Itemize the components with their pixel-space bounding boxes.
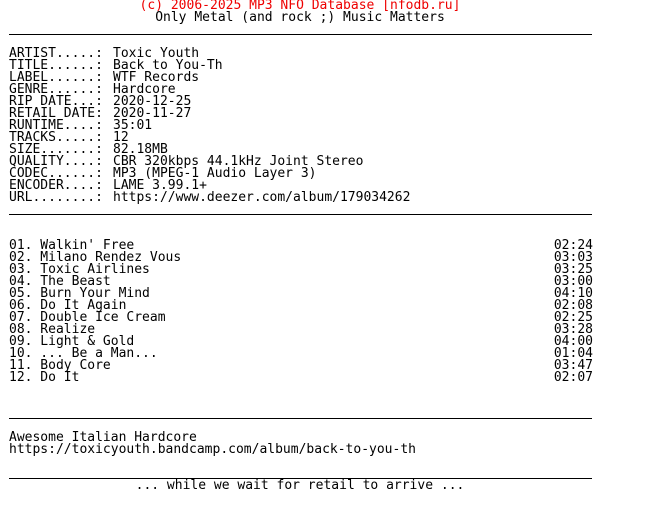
- track-title: 05. Burn Your Mind: [9, 286, 150, 301]
- info-value: Toxic Youth: [113, 46, 200, 61]
- track-row: [9, 360, 593, 372]
- track-title: 03. Toxic Airlines: [9, 262, 150, 277]
- info-value: Hardcore: [113, 82, 176, 97]
- track-title: 01. Walkin' Free: [9, 238, 135, 253]
- copyright-link[interactable]: (c) 2006-2025 MP3 NFO Database [nfodb.ru]: [139, 0, 461, 13]
- notes-bandcamp-url[interactable]: https://toxicyouth.bandcamp.com/album/back-to-you-th: [9, 442, 416, 457]
- info-key: URL........:: [9, 190, 103, 205]
- notes-description: Awesome Italian Hardcore: [9, 430, 197, 445]
- info-value: WTF Records: [113, 70, 200, 85]
- divider-top: [9, 34, 592, 35]
- track-title: 04. The Beast: [9, 274, 111, 289]
- track-duration: 03:25: [553, 262, 593, 277]
- info-key: GENRE......:: [9, 82, 103, 97]
- info-key: RIP DATE...:: [9, 94, 103, 109]
- info-key: TRACKS.....:: [9, 130, 103, 145]
- info-key: SIZE.......:: [9, 142, 103, 157]
- info-value: MP3 (MPEG-1 Audio Layer 3): [113, 166, 317, 181]
- track-duration: 02:07: [553, 370, 593, 385]
- track-duration: 02:25: [553, 310, 593, 325]
- info-key: TITLE......:: [9, 58, 103, 73]
- info-value: 82.18MB: [113, 142, 168, 157]
- track-duration: 01:04: [553, 346, 593, 361]
- info-value: 35:01: [113, 118, 153, 133]
- info-value: 2020-11-27: [113, 106, 192, 121]
- track-duration: 03:28: [553, 322, 593, 337]
- track-title: 12. Do It: [9, 370, 80, 385]
- track-title: 07. Double Ice Cream: [9, 310, 166, 325]
- tagline: Only Metal (and rock ;) Music Matters: [155, 10, 445, 25]
- track-duration: 02:24: [553, 238, 593, 253]
- footer-message: ... while we wait for retail to arrive ...: [135, 478, 465, 493]
- track-title: 08. Realize: [9, 322, 96, 337]
- track-title: 06. Do It Again: [9, 298, 127, 313]
- track-duration: 03:00: [553, 274, 593, 289]
- track-row: [9, 312, 593, 324]
- track-title: 10. ... Be a Man...: [9, 346, 158, 361]
- info-key: ENCODER....:: [9, 178, 103, 193]
- info-key: RETAIL DATE:: [9, 106, 103, 121]
- info-key: QUALITY....:: [9, 154, 103, 169]
- info-value: CBR 320kbps 44.1kHz Joint Stereo: [113, 154, 364, 169]
- track-title: 09. Light & Gold: [9, 334, 135, 349]
- info-value: LAME 3.99.1+: [113, 178, 207, 193]
- info-key: LABEL......:: [9, 70, 103, 85]
- track-title: 02. Milano Rendez Vous: [9, 250, 182, 265]
- info-key: CODEC......:: [9, 166, 103, 181]
- track-title: 11. Body Core: [9, 358, 111, 373]
- info-value: Back to You-Th: [113, 58, 223, 73]
- info-row: [9, 192, 410, 204]
- info-key: RUNTIME....:: [9, 118, 103, 133]
- track-duration: 04:10: [553, 286, 593, 301]
- divider-tracks: [9, 418, 592, 419]
- track-duration: 04:00: [553, 334, 593, 349]
- track-duration: 03:03: [553, 250, 593, 265]
- info-key: ARTIST.....:: [9, 46, 103, 61]
- info-value[interactable]: https://www.deezer.com/album/179034262: [113, 190, 411, 205]
- track-duration: 02:08: [553, 298, 593, 313]
- track-row: [9, 372, 593, 384]
- divider-info: [9, 214, 592, 215]
- track-duration: 03:47: [553, 358, 593, 373]
- info-value: 12: [113, 130, 129, 145]
- info-value: 2020-12-25: [113, 94, 192, 109]
